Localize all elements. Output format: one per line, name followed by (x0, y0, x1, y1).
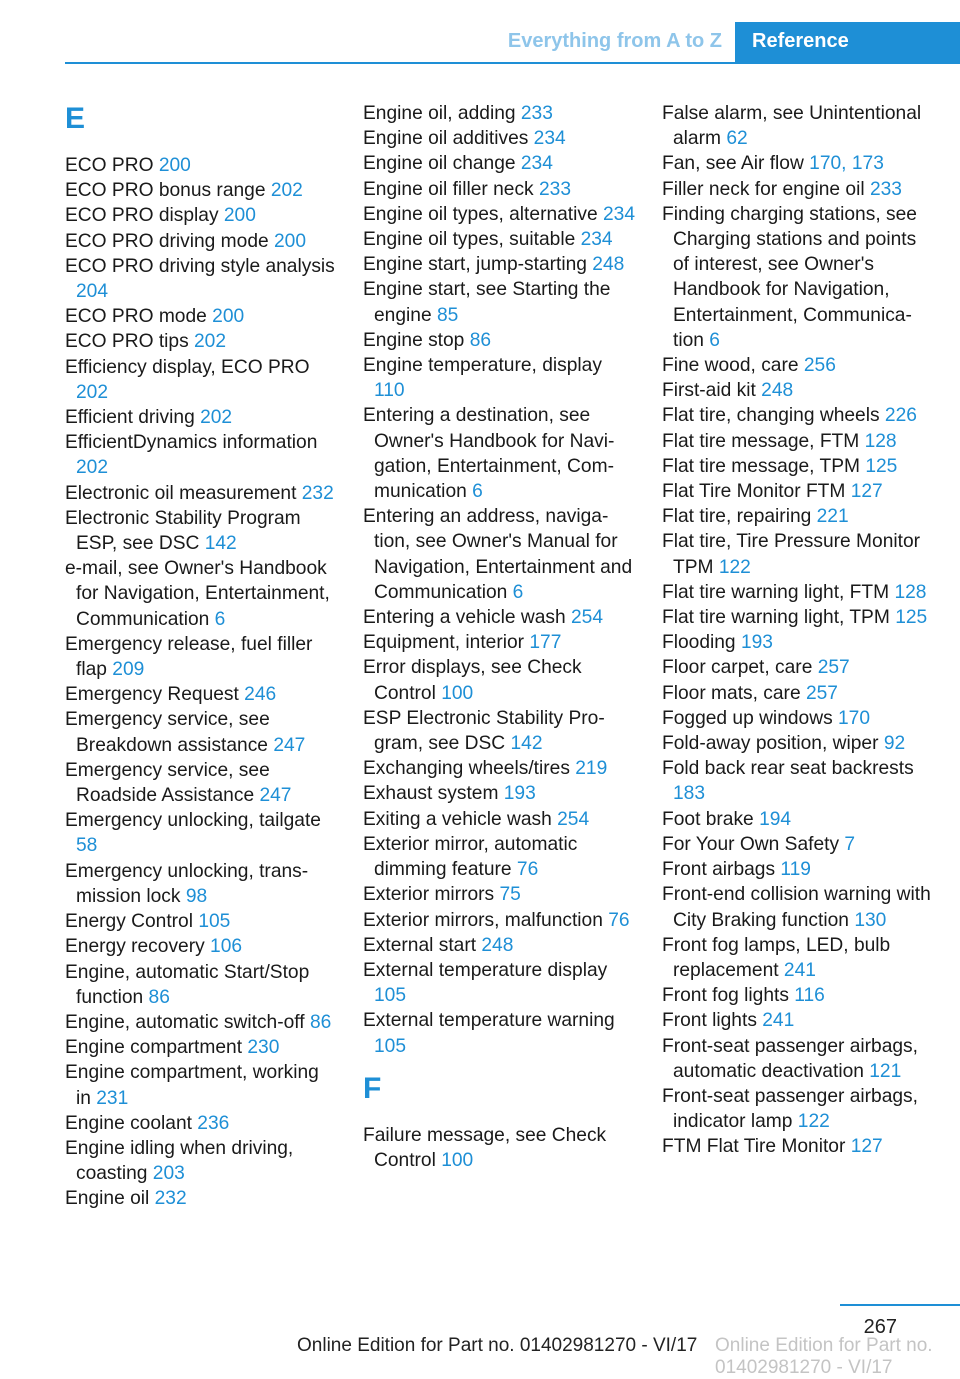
page-reference-link[interactable]: 254 (570, 607, 603, 629)
page-reference-link[interactable]: 254 (557, 808, 590, 830)
entry-term: Emergency unlocking, tailgate (65, 810, 321, 832)
index-entry (65, 1035, 337, 1060)
page-reference-link[interactable]: 226 (884, 405, 917, 427)
index-entry (65, 934, 337, 959)
page-reference-link[interactable]: 209 (112, 659, 145, 681)
index-entry (363, 151, 635, 176)
page-reference-link[interactable]: 233 (869, 178, 902, 200)
page-reference-link[interactable]: 248 (481, 934, 514, 956)
index-entry (65, 203, 337, 228)
page-reference-link[interactable]: 256 (803, 355, 836, 377)
index-entry (662, 807, 934, 832)
page-reference-link[interactable]: 234 (580, 229, 613, 251)
page-reference-link[interactable]: 75 (499, 884, 521, 906)
page-reference-link[interactable]: 177 (529, 632, 562, 654)
entry-term: Entering a vehicle wash (363, 607, 571, 629)
index-entry (65, 682, 337, 707)
page-reference-link[interactable]: 142 (204, 533, 237, 555)
index-entry (65, 758, 337, 808)
index-entry (363, 202, 635, 227)
entry-term: Engine oil (65, 1188, 155, 1210)
entry-term: Flooding (662, 632, 741, 654)
page-reference-link[interactable]: 233 (538, 178, 571, 200)
edition-line: Online Edition for Part no. 01402981270 - VI/17 (297, 1335, 698, 1356)
page-reference-link[interactable]: 257 (817, 657, 850, 679)
entry-term: Engine oil additives (363, 128, 534, 150)
entry-term: Exterior mirror, automatic dimming feature (363, 833, 578, 881)
page-reference-link[interactable]: 193 (740, 632, 773, 654)
page-reference-link[interactable]: 142 (510, 733, 543, 755)
page-reference-link[interactable]: 58 (76, 835, 98, 857)
page-reference-link[interactable]: 116 (794, 985, 825, 1007)
page-reference-link[interactable]: 202 (76, 457, 109, 479)
entry-term: First-aid kit (662, 380, 762, 402)
page-reference-link[interactable]: 234 (533, 128, 566, 150)
index-entry (662, 630, 934, 655)
index-entry (65, 707, 337, 757)
index-entry (662, 605, 934, 630)
index-entry (65, 1060, 337, 1110)
page-reference-link[interactable]: 230 (247, 1037, 280, 1059)
entry-term: ECO PRO (65, 155, 159, 176)
index-entry (662, 1008, 934, 1033)
index-entry (65, 178, 337, 203)
page-reference-link[interactable]: 105 (374, 985, 407, 1007)
page-reference-link[interactable]: 98 (185, 885, 208, 907)
entry-term: Flat tire, repairing (662, 506, 817, 528)
page-reference-link[interactable]: 248 (592, 254, 625, 276)
page-reference-link[interactable]: 125 (865, 455, 898, 477)
page-reference-link[interactable]: 76 (608, 909, 630, 931)
entry-term: Front-seat passenger airbags, automatic deactivation (662, 1035, 918, 1082)
entry-term: Energy recovery (65, 936, 211, 958)
entry-term: Engine oil types, suitable (363, 229, 581, 251)
index-entry (363, 781, 635, 806)
entry-term: Front-seat passenger airbags, indicator lamp (662, 1085, 918, 1133)
entry-term: Engine coolant (65, 1112, 198, 1134)
index-entry (65, 1111, 337, 1136)
page-reference-link[interactable]: 204 (76, 281, 109, 303)
index-entry (363, 126, 635, 151)
page-reference-link[interactable]: 92 (883, 733, 906, 755)
index-entry (363, 328, 635, 353)
index-entry (662, 857, 934, 882)
index-entry (65, 506, 337, 556)
entry-term: Engine temperature, display (363, 355, 602, 377)
entry-term: Emergency Request (65, 684, 245, 706)
index-entry (65, 430, 337, 480)
index-entry (363, 403, 635, 504)
index-entry (662, 983, 934, 1008)
entry-term: Exterior mirrors (363, 884, 500, 906)
section-letter: F (363, 1071, 382, 1105)
page-reference-link[interactable]: 247 (259, 785, 292, 807)
page-reference-link[interactable]: 202 (194, 331, 227, 353)
entry-term: ESP Electronic Stability Program, see DSC (363, 707, 605, 755)
entry-term: ECO PRO display (65, 205, 224, 227)
page-reference-link[interactable]: 246 (244, 684, 277, 706)
page-reference-link[interactable]: 86 (148, 986, 170, 1008)
index-entry (65, 304, 337, 329)
entry-term: FTM Flat Tire Monitor (662, 1136, 851, 1158)
index-entry (65, 556, 337, 632)
index-entry (363, 605, 635, 630)
entry-term: External temperature warning (363, 1010, 615, 1032)
page-reference-link[interactable]: 232 (301, 482, 334, 504)
entry-term: Flat tire, Tire Pressure Monitor TPM (662, 531, 921, 578)
index-entry (65, 355, 337, 405)
page-reference-link[interactable]: 7 (844, 833, 856, 855)
entry-term: Front lights (662, 1010, 763, 1032)
index-entry (662, 1034, 934, 1084)
entry-term: Fogged up windows (662, 707, 838, 729)
page-reference-link[interactable]: 257 (805, 682, 838, 704)
index-entry (662, 479, 934, 504)
entry-term: Emergency release, fuel filler flap (65, 633, 313, 681)
index-entry (363, 958, 635, 1008)
index-entry (662, 882, 934, 932)
index-entry (363, 933, 635, 958)
page-reference-link[interactable]: 200 (212, 306, 245, 328)
entry-term: ECO PRO mode (65, 306, 213, 328)
index-entry (65, 254, 337, 304)
index-entry (662, 756, 934, 806)
page-reference-link[interactable]: 127 (850, 481, 883, 503)
index-entry (65, 229, 337, 254)
reference-tab (735, 22, 960, 62)
running-header (65, 22, 960, 64)
entry-term: Front-end collision warning with City Braking function (662, 884, 931, 931)
index-entry (65, 1010, 337, 1035)
index-entry (363, 655, 635, 705)
entry-term: Flat Tire Monitor FTM (662, 481, 851, 503)
index-entry (65, 909, 337, 934)
index-entry (662, 151, 934, 176)
index-entry (363, 277, 635, 327)
index-entry (662, 832, 934, 857)
page-reference-link[interactable]: 200 (158, 155, 191, 176)
entry-term: Filler neck for engine oil (662, 178, 870, 200)
entry-term: Fold-away position, wiper (662, 733, 884, 755)
page-reference-link[interactable]: 119 (780, 859, 811, 881)
page-reference-link[interactable]: 232 (154, 1188, 187, 1210)
entry-term: Exchanging wheels/tires (363, 758, 576, 780)
page-reference-link[interactable]: 247 (273, 734, 306, 756)
page-reference-link[interactable]: 170 (838, 707, 871, 729)
index-entry (65, 808, 337, 858)
entry-term: External start (363, 934, 482, 956)
entry-term: Engine start, jump-starting (363, 254, 593, 276)
page-reference-link[interactable]: 241 (762, 1010, 795, 1032)
page-reference-link[interactable]: 202 (270, 180, 303, 202)
index-entry (662, 202, 934, 353)
entry-term: Fold back rear seat backrests (662, 758, 914, 780)
page-reference-link[interactable]: 128 (894, 581, 927, 603)
page-reference-link[interactable]: 76 (516, 859, 539, 881)
index-entry (65, 1136, 337, 1186)
entry-term: Electronic Stability Program ESP, see DSC (65, 507, 301, 555)
page-reference-link[interactable]: 202 (76, 381, 109, 403)
page-reference-link[interactable]: 85 (436, 304, 459, 326)
entry-term: Engine, automatic Start/Stop function (65, 961, 310, 1008)
index-entry (363, 177, 635, 202)
page-reference-link[interactable]: 62 (726, 128, 748, 150)
page-reference-link[interactable]: 6 (214, 608, 226, 630)
page-reference-link[interactable]: 194 (759, 808, 792, 830)
index-entry (662, 101, 934, 151)
entry-term: Engine oil, adding (363, 103, 521, 124)
entry-term: Engine stop (363, 329, 470, 351)
page-reference-link[interactable]: 231 (96, 1087, 129, 1109)
page-reference-link[interactable]: 219 (575, 758, 608, 780)
index-entry (65, 481, 337, 506)
page-reference-link[interactable]: 193 (503, 783, 536, 805)
entry-term: e-mail, see Owner's Handbook for Navigation, Entertainment, Communication (65, 558, 330, 630)
index-entry (363, 706, 635, 756)
index-entry (363, 630, 635, 655)
page-reference-link[interactable]: 110 (374, 380, 405, 402)
page-reference-link[interactable]: 6 (512, 581, 524, 603)
entry-term: Floor carpet, care (662, 657, 818, 679)
entry-term: Engine, automatic switch-off (65, 1011, 310, 1033)
index-column-3 (662, 101, 934, 1160)
page-reference-link[interactable]: 6 (472, 481, 483, 503)
index-entry (363, 504, 635, 605)
entry-term: False alarm, see Unintentional alarm (662, 103, 922, 150)
page-reference-link[interactable]: 86 (309, 1011, 332, 1033)
entry-term: Flat tire message, FTM (662, 430, 865, 452)
entry-term: Efficiency display, ECO PRO (65, 356, 310, 378)
page-reference-link[interactable]: 221 (816, 506, 849, 528)
entry-term: ECO PRO tips (65, 331, 195, 353)
page-reference-link[interactable]: 122 (797, 1111, 830, 1133)
entry-term: Electronic oil measurement (65, 482, 302, 504)
index-entry (662, 1084, 934, 1134)
index-entry (662, 429, 934, 454)
entry-term: Front fog lamps, LED, bulb replacement (662, 934, 891, 981)
page-number: 267 (863, 1316, 897, 1338)
page-reference-link[interactable]: 248 (761, 380, 794, 402)
index-entry (363, 227, 635, 252)
section-title: Everything from A to Z (507, 30, 722, 52)
page-reference-link[interactable]: 236 (197, 1112, 230, 1134)
reference-tab-label: Reference (752, 30, 849, 52)
page-reference-link[interactable]: 234 (602, 203, 635, 225)
page-reference-link[interactable]: 127 (850, 1136, 883, 1158)
index-entry (662, 731, 934, 756)
entry-term: For Your Own Safety (662, 833, 845, 855)
entry-term: Fan, see Air flow (662, 153, 810, 175)
index-entry (65, 153, 337, 178)
entry-term: Front airbags (662, 859, 781, 881)
entry-term: Efficient driving (65, 407, 201, 429)
page-reference-link[interactable]: 105 (198, 911, 231, 933)
entry-term: Flat tire warning light, TPM (662, 607, 896, 629)
index-entry (662, 177, 934, 202)
entry-term: Entering a destination, see Owner's Handbook for Navigation, Entertainment, Communication (363, 405, 615, 503)
entry-term: Engine compartment, working in (65, 1062, 319, 1109)
page-reference-link[interactable]: 170, 173 (809, 153, 884, 175)
entry-term: Foot brake (662, 808, 760, 830)
page-reference-link[interactable]: 105 (374, 1035, 407, 1057)
entry-term: Emergency service, see Breakdown assistance (65, 709, 274, 756)
index-entry (363, 807, 635, 832)
page-reference-link[interactable]: 183 (673, 783, 706, 805)
entry-term: Energy Control (65, 911, 199, 933)
footer-rule (840, 1304, 960, 1306)
entry-term: Flat tire message, TPM (662, 455, 866, 477)
page-reference-link[interactable]: 100 (441, 682, 474, 704)
page-reference-link[interactable]: 200 (274, 230, 307, 252)
entry-term: Exiting a vehicle wash (363, 808, 558, 830)
page-reference-link[interactable]: 122 (718, 556, 751, 578)
page-reference-link[interactable]: 234 (520, 153, 553, 175)
page-reference-link[interactable]: 100 (441, 1149, 474, 1171)
index-entry (363, 252, 635, 277)
page-reference-link[interactable]: 200 (223, 205, 256, 227)
index-entry (363, 832, 635, 882)
index-entry (662, 1134, 934, 1159)
page-reference-link[interactable]: 233 (520, 103, 553, 124)
entry-term: Engine oil change (363, 153, 521, 175)
index-entry (363, 1123, 635, 1173)
index-entry (662, 504, 934, 529)
index-column-2 (363, 101, 635, 1173)
entry-term: Failure message, see Check Control (363, 1124, 607, 1171)
index-entry (65, 632, 337, 682)
entry-term: Exterior mirrors, malfunction (363, 909, 609, 931)
index-entry (662, 353, 934, 378)
page-reference-link[interactable]: 106 (210, 936, 243, 958)
index-entry (363, 756, 635, 781)
index-entry (363, 1008, 635, 1058)
page-reference-link[interactable]: 125 (895, 607, 928, 629)
index-entry (65, 859, 337, 909)
page-reference-link[interactable]: 202 (200, 407, 233, 429)
entry-term: Flat tire warning light, FTM (662, 581, 895, 603)
index-entry (363, 908, 635, 933)
index-entry (662, 454, 934, 479)
index-entry (662, 529, 934, 579)
section-letter: E (65, 102, 86, 135)
index-entry (662, 580, 934, 605)
page-reference-link[interactable]: 121 (869, 1060, 902, 1082)
entry-term: Emergency unlocking, transmission lock (65, 860, 309, 907)
entry-term: ECO PRO driving mode (65, 230, 275, 252)
page-reference-link[interactable]: 130 (854, 909, 887, 931)
index-entry (662, 655, 934, 680)
page-reference-link[interactable]: 203 (152, 1163, 185, 1185)
entry-term: Floor mats, care (662, 682, 806, 704)
index-entry (363, 101, 635, 126)
index-entry (65, 960, 337, 1010)
index-entry (662, 403, 934, 428)
entry-term: Entering an address, navigation, see Owner's Manual for Navigation, Entertainment and Communication (363, 506, 633, 603)
entry-term: Equipment, interior (363, 632, 530, 654)
index-entry (363, 882, 635, 907)
entry-term: Emergency service, see Roadside Assistance (65, 759, 270, 807)
entry-term: Error displays, see Check Control (363, 657, 582, 704)
index-entry (662, 706, 934, 731)
entry-term: External temperature display (363, 959, 608, 981)
page-reference-link[interactable]: 128 (864, 430, 897, 452)
entry-term: Front fog lights (662, 985, 795, 1007)
page-reference-link[interactable]: 6 (709, 329, 720, 351)
page-reference-link[interactable]: 86 (469, 329, 492, 351)
index-entry (662, 681, 934, 706)
index-entry (662, 378, 934, 403)
entry-term: ECO PRO bonus range (65, 180, 271, 202)
page-reference-link[interactable]: 241 (783, 959, 816, 981)
entry-term: Engine start, see Starting the engine (363, 279, 611, 326)
index-column-1 (65, 101, 337, 1212)
index-entry (662, 933, 934, 983)
entry-term: Fine wood, care (662, 355, 804, 377)
entry-term: Engine oil filler neck (363, 178, 539, 200)
entry-term: Finding charging stations, see Charging stations and points of interest, see Owner's Handbook for Navigation, Entertainment, Communication (662, 203, 917, 351)
entry-term: Exhaust system (363, 783, 504, 805)
index-entry (65, 329, 337, 354)
watermark: Online Edition for Part no. 01402981270 - VI/17 (715, 1335, 933, 1378)
entry-term: EfficientDynamics information (65, 432, 318, 454)
index-entry (65, 1186, 337, 1211)
entry-term: ECO PRO driving style analysis (65, 255, 335, 277)
index-entry (65, 405, 337, 430)
entry-term: Engine compartment (65, 1037, 248, 1059)
entry-term: Engine oil types, alternative (363, 203, 603, 225)
entry-term: Flat tire, changing wheels (662, 405, 885, 427)
index-entry (363, 353, 635, 403)
entry-term: Engine idling when driving, coasting (65, 1137, 294, 1185)
